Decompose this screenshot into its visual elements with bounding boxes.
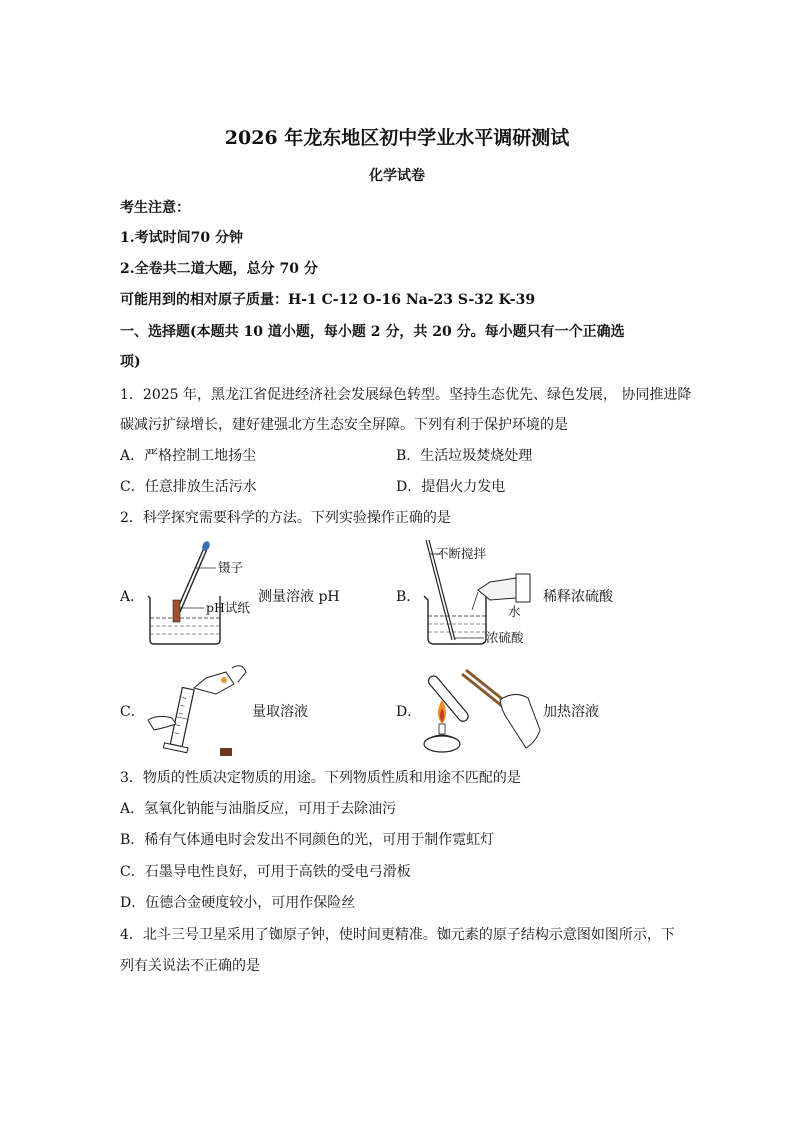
q2-option-a-letter: A．	[120, 589, 145, 605]
atomic-masses-text: 可能用到的相对原子质量：H-1 C-12 O-16 Na-23 S-32 K-39	[120, 292, 536, 308]
q3-option-a: A．氢氧化钠能与油脂反应，可用于去除油污	[120, 801, 397, 817]
page-subtitle: 化学试卷	[369, 168, 425, 184]
q2-option-b-caption: 稀释浓硫酸	[543, 589, 613, 605]
label-stir: 不断搅拌	[436, 546, 487, 561]
q1-stem-line2: 碳减污扩绿增长，建好建强北方生态安全屏障。下列有利于保护环境的是	[120, 417, 568, 433]
label-tweezers: 镊子	[218, 560, 244, 575]
q1-option-b: B．生活垃圾焚烧处理	[396, 448, 533, 464]
q2-option-a-caption: 测量溶液 pH	[258, 589, 340, 605]
q4-stem-line1: 4．北斗三号卫星采用了铷原子钟，使时间更精准。铷元素的原子结构示意图如图所示，下	[120, 927, 675, 943]
q3-stem: 3．物质的性质决定物质的用途。下列物质性质和用途不匹配的是	[120, 770, 521, 786]
label-water: 水	[508, 604, 521, 619]
notice-item-time: 1.考试时间70 分钟	[120, 230, 243, 246]
notice-heading: 考生注意：	[120, 200, 190, 216]
section1-heading-line1: 一、选择题(本题共 10 道小题，每小题 2 分，共 20 分。每小题只有一个正确选	[120, 324, 625, 340]
q1-option-d: D．提倡火力发电	[396, 479, 506, 495]
page-title: 2026 年龙东地区初中学业水平调研测试	[224, 127, 570, 149]
q2-option-c-caption: 量取溶液	[252, 704, 308, 720]
q4-stem-line2: 列有关说法不正确的是	[120, 958, 260, 974]
notice-item-score: 2.全卷共二道大题，总分 70 分	[120, 261, 318, 277]
q3-option-c: C．石墨导电性良好，可用于高铁的受电弓滑板	[120, 864, 411, 880]
q2-stem: 2．科学探究需要科学的方法。下列实验操作正确的是	[120, 510, 451, 526]
q2-option-b-letter: B．	[396, 589, 421, 605]
heat-liquid-figure	[416, 660, 546, 756]
label-conc-acid: 浓硫酸	[486, 630, 524, 645]
measure-liquid-figure	[142, 658, 252, 758]
q1-option-a: A．严格控制工地扬尘	[120, 448, 257, 464]
section1-heading-line2: 项)	[120, 354, 141, 370]
q2-option-d-letter: D．	[396, 704, 422, 720]
q2-option-d-caption: 加热溶液	[543, 704, 599, 720]
q3-option-b: B．稀有气体通电时会发出不同颜色的光，可用于制作霓虹灯	[120, 832, 495, 848]
q1-option-c: C．任意排放生活污水	[120, 479, 257, 495]
atomic-masses	[120, 290, 535, 310]
q1-stem-line1: 1．2025 年，黑龙江省促进经济社会发展绿色转型。坚持生态优先、绿色发展， 协同推进降	[120, 387, 692, 403]
q2-option-c-letter: C．	[120, 704, 145, 720]
label-ph-paper: pH试纸	[206, 600, 250, 615]
dilute-acid-figure	[416, 538, 551, 653]
ph-test-figure	[140, 540, 260, 650]
q3-option-d: D．伍德合金硬度较小，可用作保险丝	[120, 895, 356, 911]
